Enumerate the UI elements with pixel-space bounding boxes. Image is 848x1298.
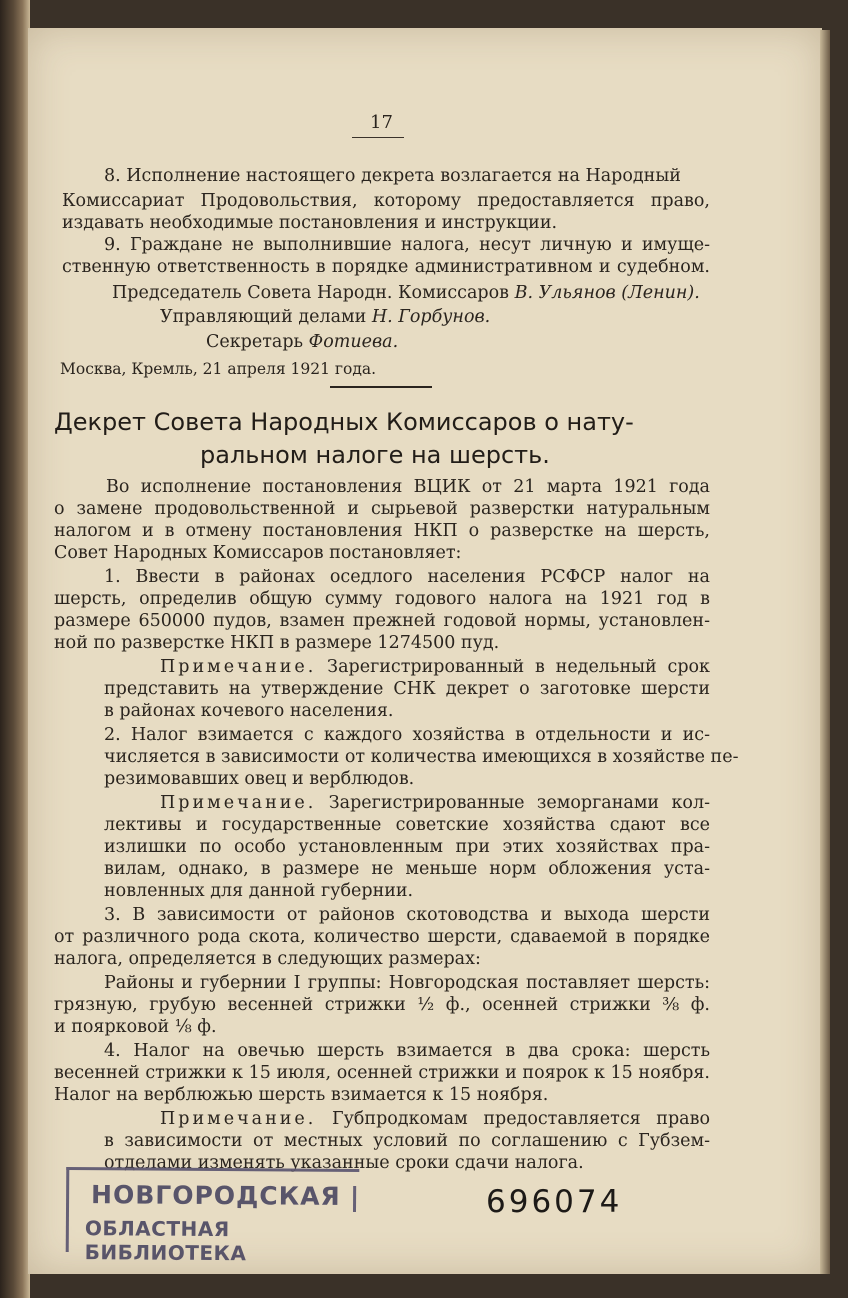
body-line-27: весенней стрижки к 15 июля, осенней стрижки и поярок к 15 ноября. xyxy=(54,1063,710,1083)
body-line-5: 1. Ввести в районах оседлого населения РСФСР налог на xyxy=(104,567,710,587)
stamp-bracket xyxy=(353,1186,356,1212)
body-line-12: 2. Налог взимается с каждого хозяйства в отдельности и ис- xyxy=(104,725,710,745)
section-separator xyxy=(330,386,432,388)
item-8-line-1: 8. Исполнение настоящего декрета возлагается на Народный xyxy=(104,166,681,186)
note-label: Примечание. xyxy=(160,793,317,813)
note-3-line-1 xyxy=(160,1108,710,1130)
note-1-line-1 xyxy=(160,656,710,678)
item-8-line-2: Комиссариат Продовольствия, которому предоставляется право, xyxy=(62,191,710,211)
note-3-text: Губпродкомам предоставляется право xyxy=(331,1109,710,1129)
page-number-rule xyxy=(352,137,404,138)
body-line-20: 3. В зависимости от районов скотоводства и выхода шерсти xyxy=(104,905,710,925)
inventory-number: 696074 xyxy=(486,1184,623,1220)
page-number: 17 xyxy=(370,112,393,133)
chair-name: В. Ульянов (Ленин). xyxy=(514,283,700,303)
body-line-4: Совет Народных Комиссаров постановляет: xyxy=(54,543,462,563)
body-line-11: в районах кочевого населения. xyxy=(104,701,394,721)
book-spine xyxy=(0,0,30,1298)
body-line-14: резимовавших овец и верблюдов. xyxy=(104,769,415,789)
secretary-name: Фотиева. xyxy=(308,332,399,352)
body-line-25: и поярковой ⅛ ф. xyxy=(54,1017,217,1037)
body-line-13: числяется в зависимости от количества имеющихся в хозяйстве пе- xyxy=(104,747,739,767)
body-line-3: налогом и в отмену постановления НКП о разверстке на шерсть, xyxy=(54,521,710,541)
item-9-line-1: 9. Граждане не выполнившие налога, несут личную и имуще- xyxy=(104,235,710,255)
item-9-line-2: ственную ответственность в порядке административном и судебном. xyxy=(62,257,710,277)
body-line-6: шерсть, определив общую сумму годового налога на 1921 год в xyxy=(54,589,710,609)
body-line-21: от различного рода скота, количество шерсти, сдаваемой в порядке xyxy=(54,927,710,947)
page-edge xyxy=(820,30,830,1274)
signature-secretary xyxy=(206,331,398,353)
manager-name: Н. Горбунов. xyxy=(371,307,491,327)
body-line-2: о замене продовольственной и сырьевой разверстки натуральным xyxy=(54,499,710,519)
body-line-8: ной по разверстке НКП в размере 1274500 пуд. xyxy=(54,633,500,653)
place-date: Москва, Кремль, 21 апреля 1921 года. xyxy=(60,360,377,378)
body-line-1: Во исполнение постановления ВЦИК от 21 марта 1921 года xyxy=(106,477,710,497)
body-line-22: налога, определяется в следующих размерах: xyxy=(54,949,481,969)
body-line-23: Районы и губернии I группы: Новгородская поставляет шерсть: xyxy=(104,973,710,993)
signature-manager xyxy=(160,306,490,328)
body-line-19: новленных для данной губернии. xyxy=(104,881,414,901)
secretary-title: Секретарь xyxy=(206,332,304,352)
decree-title-line-2: ральном налоге на шерсть. xyxy=(200,441,550,469)
body-line-30: в зависимости от местных условий по соглашению с Губзем- xyxy=(104,1131,710,1151)
note-label: Примечание. xyxy=(160,657,317,677)
body-line-18: вилам, однако, в размере не меньше норм обложения уста- xyxy=(104,859,710,879)
decree-title-line-1: Декрет Совета Народных Комиссаров о нату- xyxy=(54,408,634,436)
body-line-7: размере 650000 пудов, взамен прежней годовой нормы, установлен- xyxy=(54,611,710,631)
library-stamp xyxy=(66,1167,360,1266)
body-line-26: 4. Налог на овечью шерсть взимается в два срока: шерсть xyxy=(104,1041,710,1061)
stamp-line-2: ОБЛАСТНАЯ БИБЛИОТЕКА xyxy=(84,1216,247,1266)
body-line-24: грязную, грубую весенней стрижки ½ ф., осенней стрижки ⅜ ф. xyxy=(54,995,710,1015)
note-2-text: Зарегистрированные земорганами кол- xyxy=(328,793,710,813)
body-line-17: излишки по особо установленным при этих хозяйствах пра- xyxy=(104,837,710,857)
note-1-text: Зарегистрированный в недельный срок xyxy=(327,657,710,677)
note-label: Примечание. xyxy=(160,1109,317,1129)
signature-chair xyxy=(112,282,700,304)
item-8-line-3: издавать необходимые постановления и инструкции. xyxy=(62,213,558,233)
body-line-28: Налог на верблюжью шерсть взимается к 15 ноября. xyxy=(54,1085,549,1105)
manager-title: Управляющий делами xyxy=(160,307,367,327)
stamp-line-1: НОВГОРОДСКАЯ xyxy=(91,1180,341,1211)
body-line-10: представить на утверждение СНК декрет о заготовке шерсти xyxy=(104,679,710,699)
body-line-16: лективы и государственные советские хозяйства сдают все xyxy=(104,815,710,835)
body-line-31: отделами изменять указанные сроки сдачи налога. xyxy=(104,1153,584,1173)
note-2-line-1 xyxy=(160,792,710,814)
chair-title: Председатель Совета Народн. Комиссаров xyxy=(112,283,509,303)
